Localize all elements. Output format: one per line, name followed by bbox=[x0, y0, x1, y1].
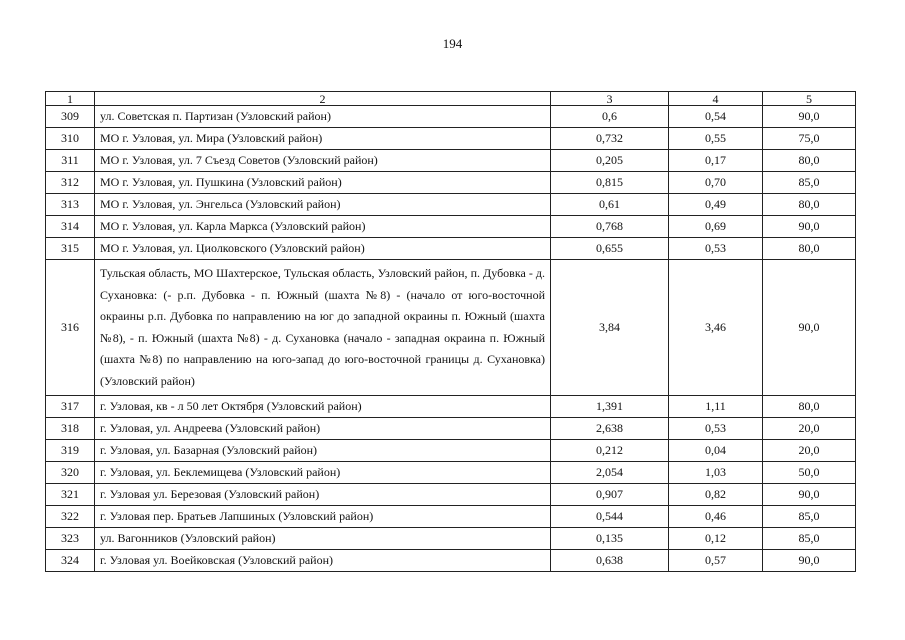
header-col-3: 3 bbox=[551, 92, 669, 106]
header-col-1: 1 bbox=[46, 92, 95, 106]
row-number: 321 bbox=[46, 484, 95, 506]
value-col-4: 1,11 bbox=[669, 396, 763, 418]
table-row bbox=[46, 238, 856, 260]
value-col-3: 0,907 bbox=[551, 484, 669, 506]
table-row bbox=[46, 550, 856, 572]
value-col-3: 0,212 bbox=[551, 440, 669, 462]
row-number: 318 bbox=[46, 418, 95, 440]
table-row bbox=[46, 528, 856, 550]
row-number: 320 bbox=[46, 462, 95, 484]
value-col-4: 0,54 bbox=[669, 106, 763, 128]
value-col-4: 3,46 bbox=[669, 260, 763, 396]
value-col-4: 0,49 bbox=[669, 194, 763, 216]
value-col-4: 0,53 bbox=[669, 418, 763, 440]
road-name: МО г. Узловая, ул. Циолковского (Узловский район) bbox=[95, 238, 551, 260]
road-name: г. Узловая, ул. Базарная (Узловский район) bbox=[95, 440, 551, 462]
table-row bbox=[46, 418, 856, 440]
table-row bbox=[46, 194, 856, 216]
value-col-4: 0,57 bbox=[669, 550, 763, 572]
value-col-3: 0,135 bbox=[551, 528, 669, 550]
table-row bbox=[46, 172, 856, 194]
road-name: г. Узловая ул. Березовая (Узловский район) bbox=[95, 484, 551, 506]
row-number: 313 bbox=[46, 194, 95, 216]
value-col-3: 2,638 bbox=[551, 418, 669, 440]
value-col-3: 0,6 bbox=[551, 106, 669, 128]
header-col-4: 4 bbox=[669, 92, 763, 106]
value-col-5: 90,0 bbox=[763, 550, 856, 572]
value-col-4: 0,70 bbox=[669, 172, 763, 194]
row-number: 316 bbox=[46, 260, 95, 396]
row-number: 311 bbox=[46, 150, 95, 172]
value-col-5: 80,0 bbox=[763, 150, 856, 172]
road-name: МО г. Узловая, ул. Пушкина (Узловский район) bbox=[95, 172, 551, 194]
road-name: г. Узловая, ул. Андреева (Узловский район) bbox=[95, 418, 551, 440]
value-col-3: 2,054 bbox=[551, 462, 669, 484]
page-number: 194 bbox=[442, 36, 463, 51]
road-name: МО г. Узловая, ул. Мира (Узловский район) bbox=[95, 128, 551, 150]
row-number: 324 bbox=[46, 550, 95, 572]
table-row bbox=[46, 216, 856, 238]
value-col-3: 0,61 bbox=[551, 194, 669, 216]
table-header-row bbox=[46, 92, 856, 106]
road-name: МО г. Узловая, ул. 7 Съезд Советов (Узловский район) bbox=[95, 150, 551, 172]
table-row bbox=[46, 260, 856, 396]
value-col-3: 3,84 bbox=[551, 260, 669, 396]
value-col-3: 1,391 bbox=[551, 396, 669, 418]
value-col-3: 0,638 bbox=[551, 550, 669, 572]
table-row bbox=[46, 128, 856, 150]
road-name: Тульская область, МО Шахтерское, Тульская область, Узловский район, п. Дубовка - д. Сухановка: (- р.п. Дубовка - п. Южный (шахта №8) - (начало от юго-восточной окраины р.п. Дубовка по направлению на юг до западной окраины п. Южный (шахта №8), - п. Южный (шахта №8) - д. Сухановка (начало - западная окраина п. Южный (шахта №8) по направлению на юго-запад до юго-восточной границы д. Сухановка) (Узловский район) bbox=[95, 260, 551, 396]
row-number: 317 bbox=[46, 396, 95, 418]
road-name: г. Узловая ул. Воейковская (Узловский район) bbox=[95, 550, 551, 572]
value-col-5: 50,0 bbox=[763, 462, 856, 484]
row-number: 314 bbox=[46, 216, 95, 238]
value-col-5: 80,0 bbox=[763, 396, 856, 418]
value-col-3: 0,815 bbox=[551, 172, 669, 194]
table-row bbox=[46, 396, 856, 418]
value-col-5: 85,0 bbox=[763, 172, 856, 194]
table-row bbox=[46, 150, 856, 172]
row-number: 319 bbox=[46, 440, 95, 462]
row-number: 309 bbox=[46, 106, 95, 128]
table-row bbox=[46, 462, 856, 484]
value-col-3: 0,768 bbox=[551, 216, 669, 238]
table-row bbox=[46, 506, 856, 528]
header-col-2: 2 bbox=[95, 92, 551, 106]
value-col-5: 75,0 bbox=[763, 128, 856, 150]
road-name: МО г. Узловая, ул. Карла Маркса (Узловский район) bbox=[95, 216, 551, 238]
roads-table bbox=[45, 91, 856, 572]
table-row bbox=[46, 484, 856, 506]
road-name: г. Узловая пер. Братьев Лапшиных (Узловский район) bbox=[95, 506, 551, 528]
row-number: 322 bbox=[46, 506, 95, 528]
value-col-4: 0,55 bbox=[669, 128, 763, 150]
row-number: 323 bbox=[46, 528, 95, 550]
road-name: г. Узловая, ул. Беклемищева (Узловский район) bbox=[95, 462, 551, 484]
road-name: МО г. Узловая, ул. Энгельса (Узловский район) bbox=[95, 194, 551, 216]
value-col-5: 20,0 bbox=[763, 418, 856, 440]
value-col-5: 20,0 bbox=[763, 440, 856, 462]
row-number: 310 bbox=[46, 128, 95, 150]
table-row bbox=[46, 440, 856, 462]
value-col-4: 1,03 bbox=[669, 462, 763, 484]
value-col-4: 0,69 bbox=[669, 216, 763, 238]
value-col-3: 0,655 bbox=[551, 238, 669, 260]
value-col-3: 0,205 bbox=[551, 150, 669, 172]
value-col-5: 90,0 bbox=[763, 260, 856, 396]
value-col-5: 85,0 bbox=[763, 528, 856, 550]
value-col-5: 80,0 bbox=[763, 238, 856, 260]
value-col-4: 0,46 bbox=[669, 506, 763, 528]
row-number: 312 bbox=[46, 172, 95, 194]
value-col-3: 0,544 bbox=[551, 506, 669, 528]
table-row bbox=[46, 106, 856, 128]
value-col-3: 0,732 bbox=[551, 128, 669, 150]
value-col-4: 0,04 bbox=[669, 440, 763, 462]
road-name: ул. Вагонников (Узловский район) bbox=[95, 528, 551, 550]
value-col-5: 80,0 bbox=[763, 194, 856, 216]
value-col-4: 0,82 bbox=[669, 484, 763, 506]
value-col-4: 0,17 bbox=[669, 150, 763, 172]
road-name: ул. Советская п. Партизан (Узловский район) bbox=[95, 106, 551, 128]
road-name: г. Узловая, кв - л 50 лет Октября (Узловский район) bbox=[95, 396, 551, 418]
value-col-4: 0,53 bbox=[669, 238, 763, 260]
value-col-5: 90,0 bbox=[763, 216, 856, 238]
value-col-5: 85,0 bbox=[763, 506, 856, 528]
value-col-4: 0,12 bbox=[669, 528, 763, 550]
row-number: 315 bbox=[46, 238, 95, 260]
value-col-5: 90,0 bbox=[763, 484, 856, 506]
value-col-5: 90,0 bbox=[763, 106, 856, 128]
header-col-5: 5 bbox=[763, 92, 856, 106]
